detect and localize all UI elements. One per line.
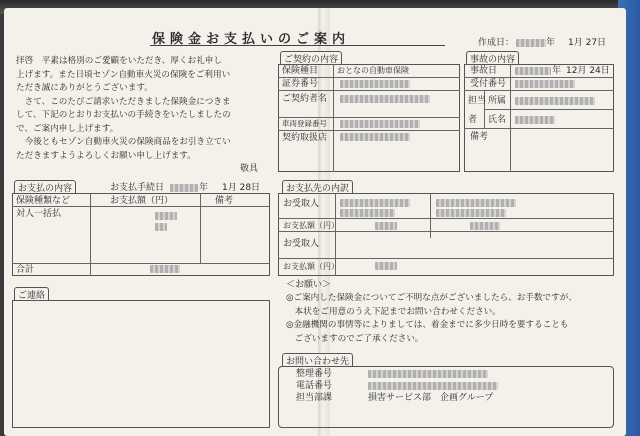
payee-label: お支払額（円） [283, 221, 339, 230]
payee-amount-redacted [470, 222, 500, 230]
payment-col-header: お支払額（円） [110, 196, 174, 206]
pay-date-label: お支払手続日 [110, 183, 165, 193]
accident-label: 受付番号 [470, 79, 507, 89]
payee-row-line [278, 218, 614, 219]
agency-redacted [340, 133, 410, 141]
contractor-name-redacted [340, 95, 430, 103]
letter-line: 今後ともセゾン自動車火災の保険商品をお引き立てい [16, 137, 231, 147]
contract-label: ご契約者名 [282, 94, 328, 104]
accident-date-value: 12月 24日 [566, 66, 610, 76]
receipt-number-redacted [515, 80, 575, 88]
letter-line: して、下記のとおりお支払いの手続きをいたしましたの [16, 110, 231, 120]
notice-line: ◎金融機関の事情等によりましては、着金までに多少日時を要することも [286, 320, 569, 330]
contract-label: 証券番号 [282, 79, 319, 89]
accident-year-redacted [515, 67, 551, 75]
inquiry-label: 担当部課 [296, 393, 333, 403]
contract-label: 保険種目 [282, 66, 319, 76]
accident-sublabel: 所属 [488, 96, 507, 106]
dept-redacted [515, 97, 595, 105]
payee-redacted [340, 199, 410, 207]
payee-row-line [278, 258, 614, 259]
contact-section-header: ご連絡 [14, 287, 49, 301]
accident-row-line [484, 109, 614, 110]
notice-block [286, 292, 616, 346]
contract-row-line [278, 130, 460, 131]
accident-label: 者 [468, 115, 478, 125]
accident-year-suffix: 年 [552, 66, 562, 76]
pay-date-value: 1月 28日 [222, 183, 261, 193]
letter-line: ただき誠にありがとうございます。 [16, 83, 153, 93]
total-amount-redacted [150, 265, 180, 273]
payment-type: 対人一括払 [16, 209, 62, 219]
payment-col-header: 備考 [215, 196, 234, 206]
title-underline [150, 45, 445, 46]
contract-value: おとなの自動車保険 [337, 66, 409, 75]
inquiry-label: 整理番号 [296, 369, 333, 379]
letter-line: さて、このたびご請求いただきました保険金につきま [16, 96, 231, 107]
policy-number-redacted [340, 80, 410, 88]
payment-row-line [12, 263, 270, 264]
payment-amount-redacted [155, 223, 167, 231]
accident-section-header: 事故の内容 [466, 51, 519, 65]
notice-line: ◎ご案内した保険金についてご不明な点がございましたら、お手数ですが、 [286, 293, 577, 303]
contract-row-line [278, 117, 460, 118]
department-value: 損害サービス部 企画グループ [368, 393, 494, 403]
payee-redacted [436, 199, 516, 207]
payee-redacted [340, 209, 395, 217]
total-label: 合計 [16, 265, 35, 275]
accident-label: 備考 [470, 132, 489, 142]
contract-divider [333, 64, 334, 172]
letter-line: で、ご案内申し上げます。 [16, 123, 119, 134]
payment-col-line [200, 193, 201, 263]
letter-closing: 敬具 [240, 164, 259, 174]
letter-line: 上げます。また日頃セゾン自動車火災の保険をご利用い [16, 69, 231, 80]
pay-year-redacted [170, 184, 198, 192]
notice-line: 本状をご用意のうえ下記までお問い合わせください。 [286, 306, 501, 317]
contract-label: 車両登録番号 [282, 119, 327, 128]
accident-label: 担当 [468, 96, 487, 106]
letter-line: ただきますようよろしくお願い申し上げます。 [16, 150, 196, 161]
accident-sublabel: 氏名 [488, 115, 507, 125]
accident-divider [510, 64, 511, 172]
accident-row-line [464, 128, 614, 129]
accident-row-line [464, 90, 614, 91]
document-title: 保険金お支払いのご案内 [152, 32, 351, 47]
payee-section-header: お支払先の内訳 [282, 180, 353, 194]
payment-col-header: 保険種類など [16, 196, 71, 206]
accident-date-label: 事故日 [470, 66, 498, 76]
contract-row-line [278, 90, 460, 91]
contract-section-header: ご契約の内容 [280, 51, 342, 65]
contract-row-line [278, 77, 460, 78]
payment-section-header: お支払の内容 [14, 180, 76, 194]
vehicle-number-redacted [340, 120, 420, 128]
letter-line: 拝啓 平素は格別のご愛顧をいただき、厚くお礼申し [16, 56, 222, 66]
accident-row-line [464, 77, 614, 78]
inquiry-section-header: お問い合わせ先 [282, 353, 353, 367]
handler-redacted [515, 116, 555, 124]
payee-label: お受取人 [283, 199, 320, 209]
payee-row-line [278, 231, 614, 232]
reference-number-redacted [368, 370, 488, 378]
created-year-redacted [516, 39, 546, 47]
payee-label: お受取人 [283, 239, 320, 249]
pay-year-suffix: 年 [199, 183, 209, 193]
payment-amount-redacted [155, 212, 177, 220]
notice-line: ございますのでご了承ください。 [286, 333, 424, 344]
phone-number-redacted [368, 382, 498, 390]
contract-label: 契約取扱店 [282, 133, 328, 143]
created-year-suffix: 年 [546, 38, 556, 48]
payee-amount-redacted [375, 222, 397, 230]
notice-header: ＜お願い＞ [286, 280, 332, 290]
payee-redacted [436, 209, 506, 217]
payee-label: お支払額（円） [283, 262, 339, 271]
contact-area [12, 300, 270, 428]
created-date-value: 1月 27日 [568, 38, 607, 48]
greeting-letter [16, 55, 271, 163]
created-date-label: 作成日： [478, 38, 515, 48]
payee-amount-redacted [375, 262, 397, 270]
inquiry-label: 電話番号 [296, 381, 333, 391]
